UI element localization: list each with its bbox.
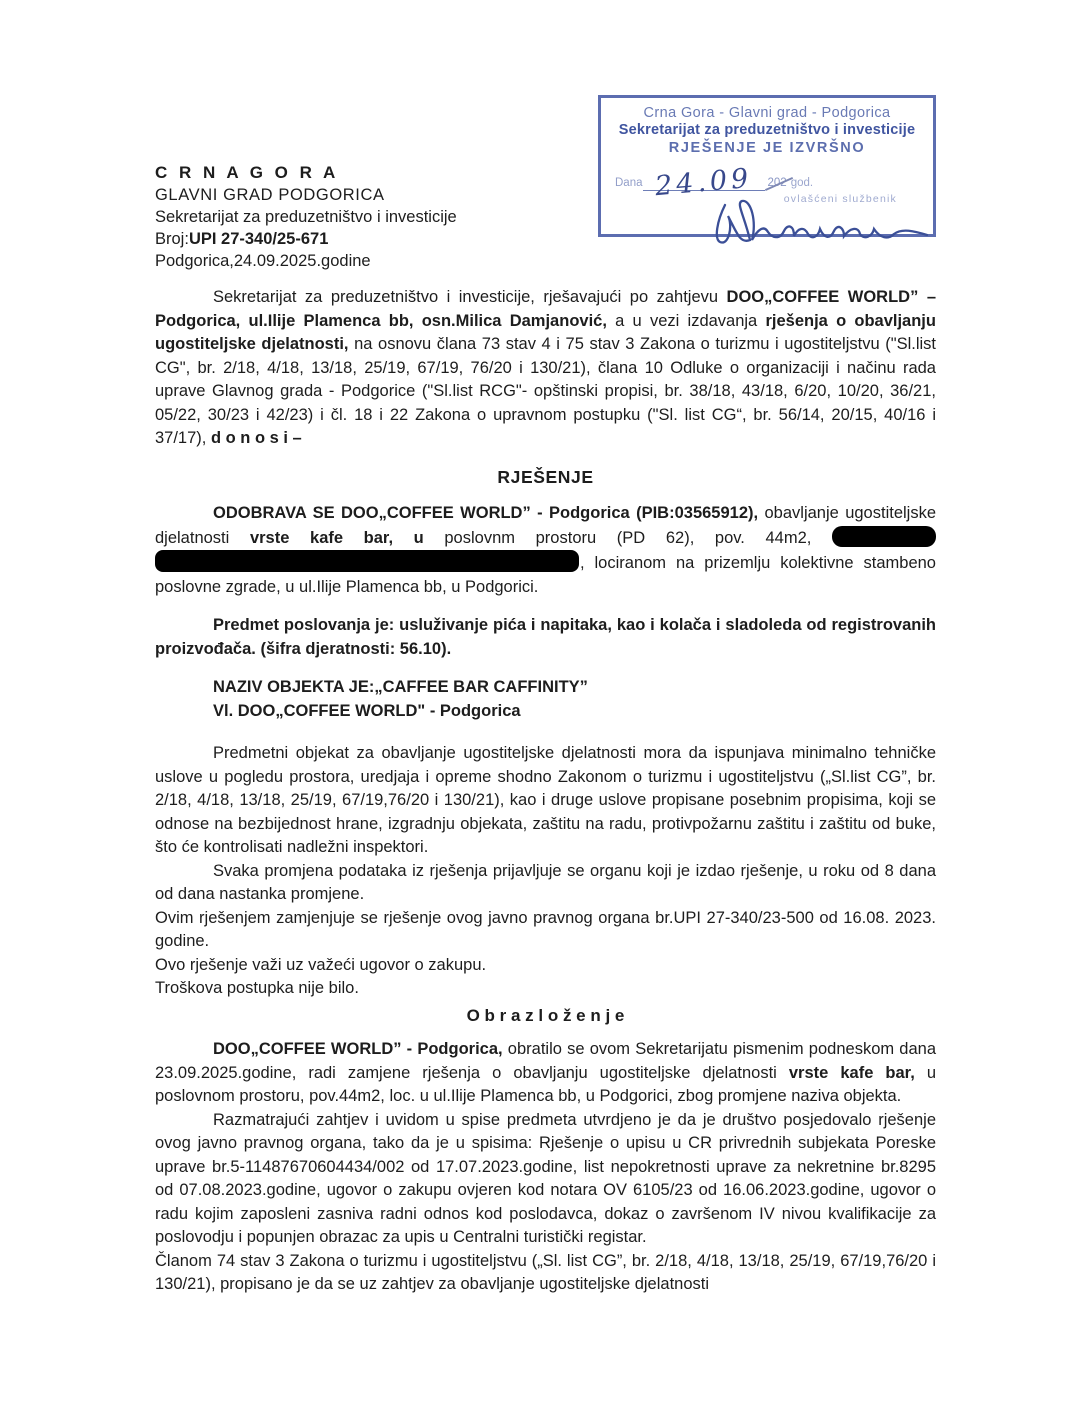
stamp-executed-label: RJEŠENJE JE IZVRŠNO [668, 140, 866, 156]
paragraph-change-note: Svaka promjena podataka iz rješenja prijavljuje se organu koji je izdao rješenje, u roku od 8 dana od dana nastanka promjene. [155, 861, 936, 903]
request-details: u poslovnom prostoru, pov.44m2, loc. u ul.Ilije Plamenca bb, u Podgorici, zbog promjene naziva objekta. [155, 1063, 936, 1105]
letterhead-city: GLAVNI GRAD PODGORICA [155, 186, 385, 204]
applicant-name: DOO„COFFEE WORLD” – Podgorica, ul.Ilije Plamenca bb, osn.Milica Damjanović, [155, 288, 936, 330]
stamp-year-printed: 202 [767, 177, 787, 189]
letterhead [155, 162, 457, 272]
explanation-title: O b r a z l o ž e n j e [466, 1005, 625, 1025]
object-name-line: NAZIV OBJEKTA JE:„CAFFEE BAR CAFFINITY” [213, 678, 588, 696]
paragraph-intro [155, 286, 936, 451]
requester-name: DOO„COFFEE WORLD” - Podgorica, [213, 1040, 503, 1058]
paragraph-replace-note: Ovim rješenjem zamjenjuje se rješenje ovog javno pravnog organa br.UPI 27-340/23-500 od 16.08. 2023. godine. [155, 908, 936, 950]
letterhead-country: C R N A G O R A [155, 163, 339, 182]
paragraph-costs-note: Troškova postupka nije bilo. [155, 979, 359, 997]
reference-number: UPI 27-340/25-671 [188, 230, 329, 248]
letterhead-place-date: Podgorica,24.09.2025.godine [155, 252, 371, 270]
stamp-year-suffix: god. [790, 177, 814, 189]
redaction-block [832, 526, 936, 547]
intro-text: a u vezi izdavanja [606, 311, 766, 330]
donosi-phrase: d o n o s i – [210, 429, 302, 447]
letterhead-reference [155, 228, 457, 250]
signature-handwriting [705, 195, 937, 262]
premises-text: poslovnm prostoru (PD 62), pov. 44m2, [423, 528, 833, 547]
paragraph-business-subject: Predmet poslovanja je: usluživanje pića i napitaka, kao i kolača i sladoleda od registrovanih proizvođača. (šifra djeratnosti: 56.10). [155, 616, 936, 658]
location-text: , lociranom na prizemlju kolektivne stambeno poslovne zgrade, u ul.Ilije Plamenca bb, u Podgorici. [155, 554, 936, 596]
executed-stamp [598, 95, 936, 237]
stamp-authority-line: Crna Gora - Glavni grad - Podgorica [643, 105, 891, 121]
stamp-secretariat-line: Sekretarijat za preduzetništvo i investicije [618, 122, 916, 138]
paragraph-lease-note: Ovo rješenje važi uz važeći ugovor o zakupu. [155, 955, 487, 974]
paragraph-request [155, 1038, 936, 1109]
document-body [155, 286, 936, 1297]
activity-type: vrste kafe bar, u [249, 528, 424, 547]
paragraph-conditions: Predmetni objekat za obavljanje ugostiteljske djelatnosti mora da ispunjava minimalno tehničke uslove u pogledu prostora, uredjaja i opreme shodno Zakonom o turizmu i ugostiteljstvu („Sl.list CG”, br. 2/18, 4/18, 13/18, 25/19, 67/19,76/20 i 130/21), kao i druge uslove propisane posebnim propisima, koji se odnose na bezbijednost hrane, izgradnju objekata, zaštitu na radu, protivpožarnu zaštitu i zaštitu od buke, što će kontrolisati nadležni inspektori. [155, 744, 936, 856]
approval-subject: ODOBRAVA SE DOO„COFFEE WORLD” - Podgorica (PIB:03565912), [213, 504, 759, 522]
object-name-block [213, 676, 936, 723]
activity-type: vrste kafe bar, [788, 1063, 915, 1082]
paragraph-law-clause: Članom 74 stav 3 Zakona o turizmu i ugostiteljstvu („Sl. list CG”, br. 2/18, 4/18, 13/18, 25/19, 67/19,76/20 i 130/21), propisano je da se uz zahtjev za obavljanje ugostiteljske djelatnosti [155, 1251, 936, 1293]
legal-basis-text: na osnovu člana 73 stav 4 i 75 stav 3 Zakona o turizmu i ugostiteljstvu ("Sl.list CG", br. 2/18, 4/18, 13/18, 25/19, 67/19, 76/20 i 130/21), člana 10 Odluke o organizaciji i načinu rada uprave Glavnog grada - Podgorice ("Sl.list RCG"- opštinski propisi, br. 38/18, 43/18, 6/20, 10/20, 36/21, 05/22, 30/23 i 42/23) i čl. 18 i 22 Zakona o upravnom postupku ("Sl. list CG“, br. 56/14, 20/15, 40/16 i 37/17), [155, 335, 936, 447]
stamp-date-label: Dana [615, 177, 643, 189]
handwritten-date: 24.09 [653, 162, 754, 203]
stamp-year [768, 177, 787, 191]
reference-label: Broj: [155, 230, 189, 248]
redaction-block [155, 550, 579, 572]
stamp-official-label: ovlašćeni službenik [783, 193, 897, 205]
letterhead-department: Sekretarijat za preduzetništvo i investicije [155, 208, 457, 226]
paragraph-approval [155, 502, 936, 599]
approval-text: obavljanje ugostiteljske djelatnosti [155, 504, 936, 547]
decision-title: RJEŠENJE [497, 466, 594, 487]
owner-line: Vl. DOO„COFFEE WORLD" - Podgorica [213, 701, 521, 720]
request-text: obratilo se ovom Sekretarijatu pismenim podneskom dana 23.09.2025.godine, radi zamjene rješenja o obavljanju ugostiteljske djelatnosti [155, 1040, 936, 1082]
stamp-date-slot [643, 162, 765, 203]
activity-phrase: rješenja o obavljanju ugostiteljske djelatnosti, [155, 311, 936, 353]
intro-text: Sekretarijat za preduzetništvo i investicije, rješavajući po zahtjevu [213, 288, 727, 306]
paragraph-review: Razmatrajući zahtjev i uvidom u spise predmeta utvrdjeno je da je društvo posjedovalo rješenje ovog javno pravnog organa, tako da je u spisima: Rješenje o upisu u CR privrednih subjekata Poreske uprave br.5-11487670604434/002 od 17.07.2023.godine, list nepokretnosti uprave za nekretnine br.8295 od 07.08.2023.godine, ugovor o zakupu ovjeren kod notara OV 6105/23 od 16.06.2023.godine, ugovor o radu kojim zaposleni zasniva radni odnos kod poslodavca, dokaz o završenom IV nivou kvalifikacije za poslovodju i popunjen obrazac za upis u Centralni turistički registar. [155, 1110, 936, 1246]
